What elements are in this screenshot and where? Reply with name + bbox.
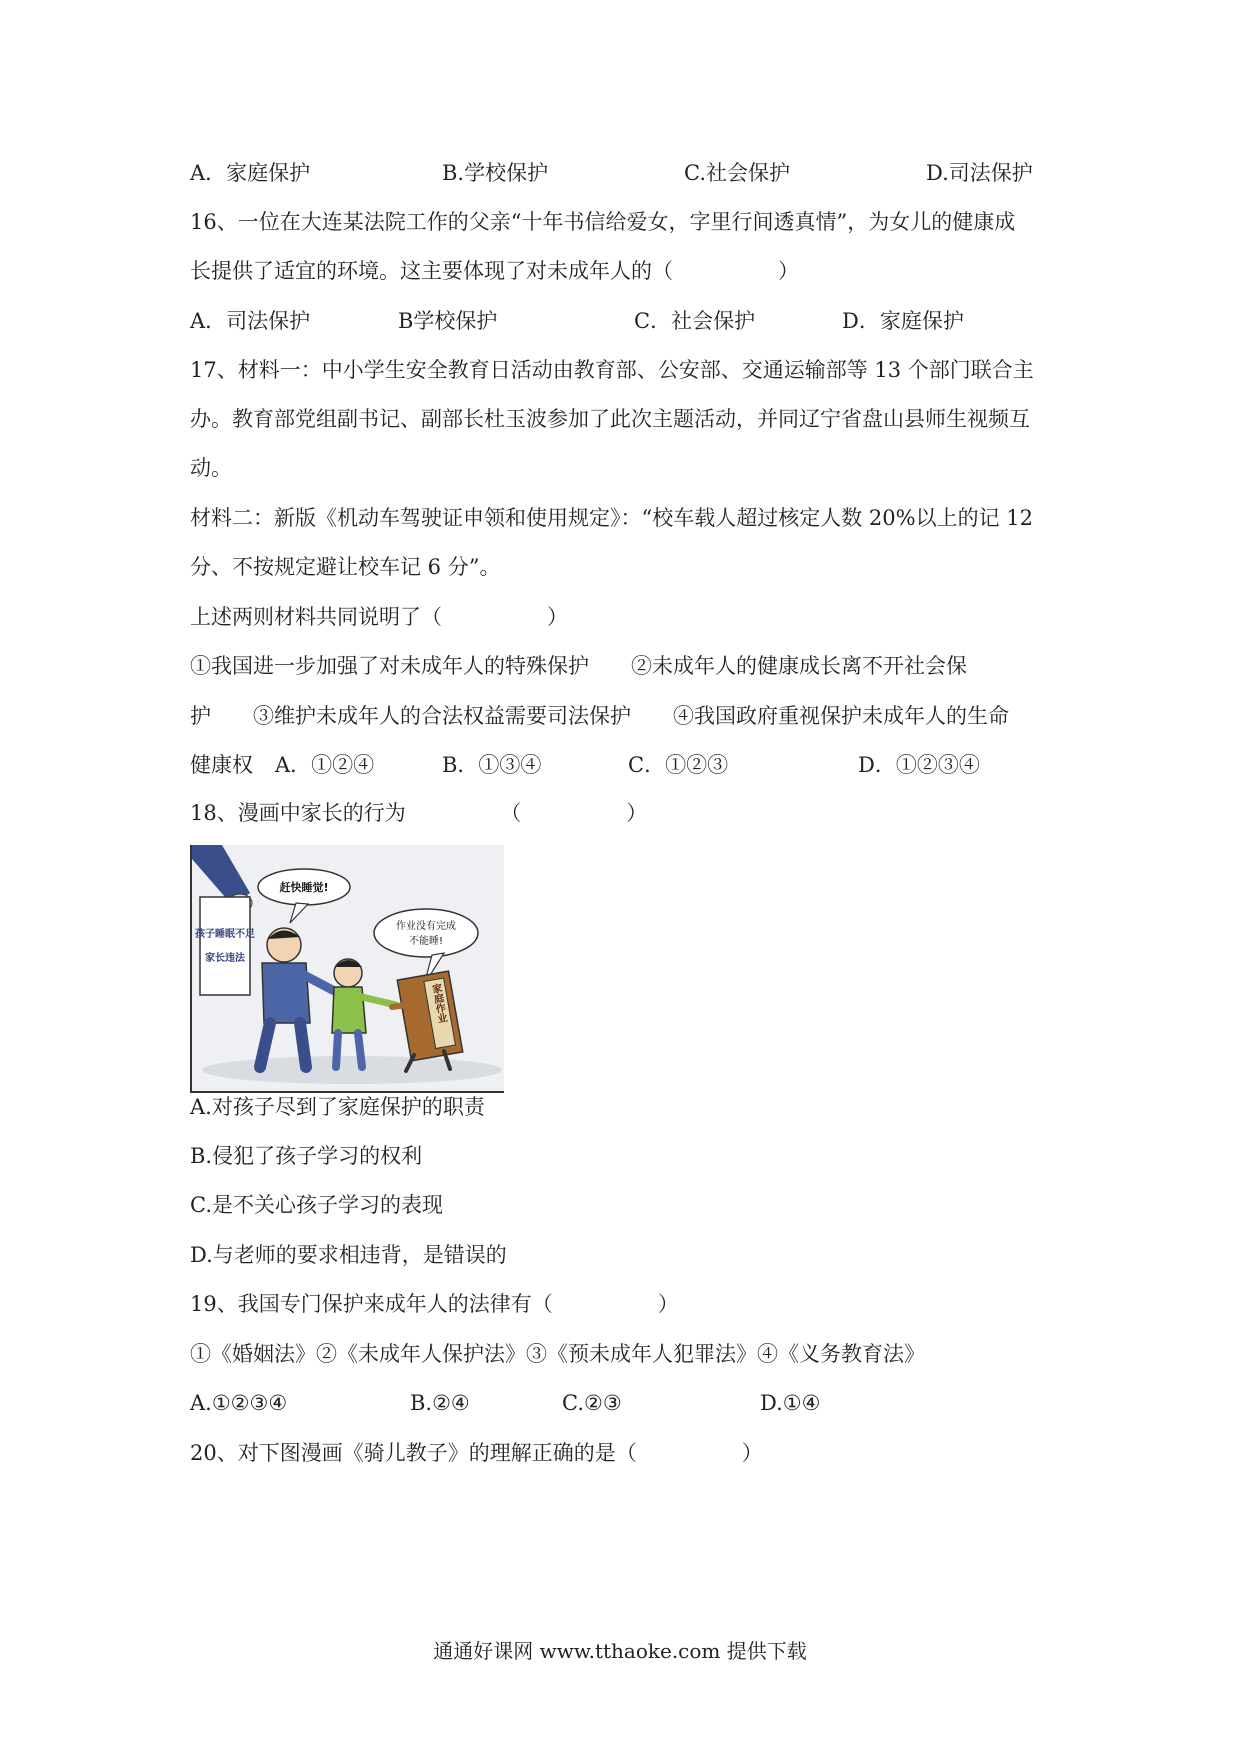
q19-items: ①《婚姻法》②《未成年人保护法》③《预未成年人犯罪法》④《义务教育法》 <box>190 1342 925 1366</box>
book-label: 家庭作业 <box>429 982 447 1025</box>
q18-option-b: B.侵犯了孩子学习的权利 <box>190 1144 423 1168</box>
q17-option-b: B．①③④ <box>442 753 542 777</box>
q17-line7: ①我国进一步加强了对未成年人的特殊保护 ②未成年人的健康成长离不开社会保 <box>190 654 967 678</box>
q18-cartoon-image <box>190 845 504 1093</box>
q19-option-c: C.②③ <box>562 1391 622 1415</box>
q16-stem-line2: 长提供了适宜的环境。这主要体现了对未成年人的（ ） <box>190 259 799 283</box>
q17-option-c: C．①②③ <box>628 753 729 777</box>
q15-option-d: D.司法保护 <box>926 161 1033 185</box>
q16-option-b: B学校保护 <box>398 309 498 333</box>
q19-stem: 19、我国专门保护来成年人的法律有（ ） <box>190 1292 679 1316</box>
q15-option-b: B.学校保护 <box>442 161 549 185</box>
sign-text-2: 家长违法 <box>205 953 245 964</box>
q17-line3: 动。 <box>190 456 232 480</box>
page-footer: 通通好课网 www.tthaoke.com 提供下载 <box>433 1639 807 1663</box>
q16-stem-line1: 16、一位在大连某法院工作的父亲“十年书信给爱女，字里行间透真情”，为女儿的健康成 <box>190 210 1016 234</box>
q17-line2: 办。教育部党组副书记、副部长杜玉波参加了此次主题活动，并同辽宁省盘山县师生视频互 <box>190 407 1030 431</box>
q19-option-b: B.②④ <box>410 1391 470 1415</box>
q18-option-d: D.与老师的要求相违背，是错误的 <box>190 1243 507 1267</box>
q17-line4: 材料二：新版《机动车驾驶证申领和使用规定》：“校车载人超过核定人数 20%以上的记 12 <box>190 506 1033 530</box>
q20-stem: 20、对下图漫画《骑儿教子》的理解正确的是（ ） <box>190 1441 763 1465</box>
q18-stem: 18、漫画中家长的行为 （ ） <box>190 801 648 825</box>
q19-option-d: D.①④ <box>760 1391 821 1415</box>
q15-option-c: C.社会保护 <box>684 161 790 185</box>
q17-line9-prefix: 健康权 <box>190 753 253 777</box>
q17-option-a: A．①②④ <box>275 753 375 777</box>
q16-option-d: D．家庭保护 <box>842 309 964 333</box>
book-bubble-text-2: 不能睡! <box>408 936 444 947</box>
parent-bubble-text: 赶快睡觉! <box>279 881 329 894</box>
warning-sign <box>200 897 250 995</box>
q16-option-c: C．社会保护 <box>634 309 756 333</box>
q17-line8: 护 ③维护未成年人的合法权益需要司法保护 ④我国政府重视保护未成年人的生命 <box>190 704 1009 728</box>
book-bubble-text-1: 作业没有完成 <box>396 921 456 932</box>
q17-line6: 上述两则材料共同说明了（ ） <box>190 605 568 629</box>
q19-option-a: A.①②③④ <box>190 1391 288 1415</box>
q17-option-d: D．①②③④ <box>858 753 980 777</box>
q16-option-a: A．司法保护 <box>190 309 311 333</box>
q17-line1: 17、材料一：中小学生安全教育日活动由教育部、公安部、交通运输部等 13 个部门联合主 <box>190 358 1034 382</box>
q18-option-c: C.是不关心孩子学习的表现 <box>190 1193 443 1217</box>
sign-text-1: 孩子睡眠不足 <box>195 929 255 940</box>
q17-line5: 分、不按规定避让校车记 6 分”。 <box>190 555 501 579</box>
q18-option-a: A.对孩子尽到了家庭保护的职责 <box>190 1095 485 1119</box>
q15-option-a: A．家庭保护 <box>190 161 311 185</box>
